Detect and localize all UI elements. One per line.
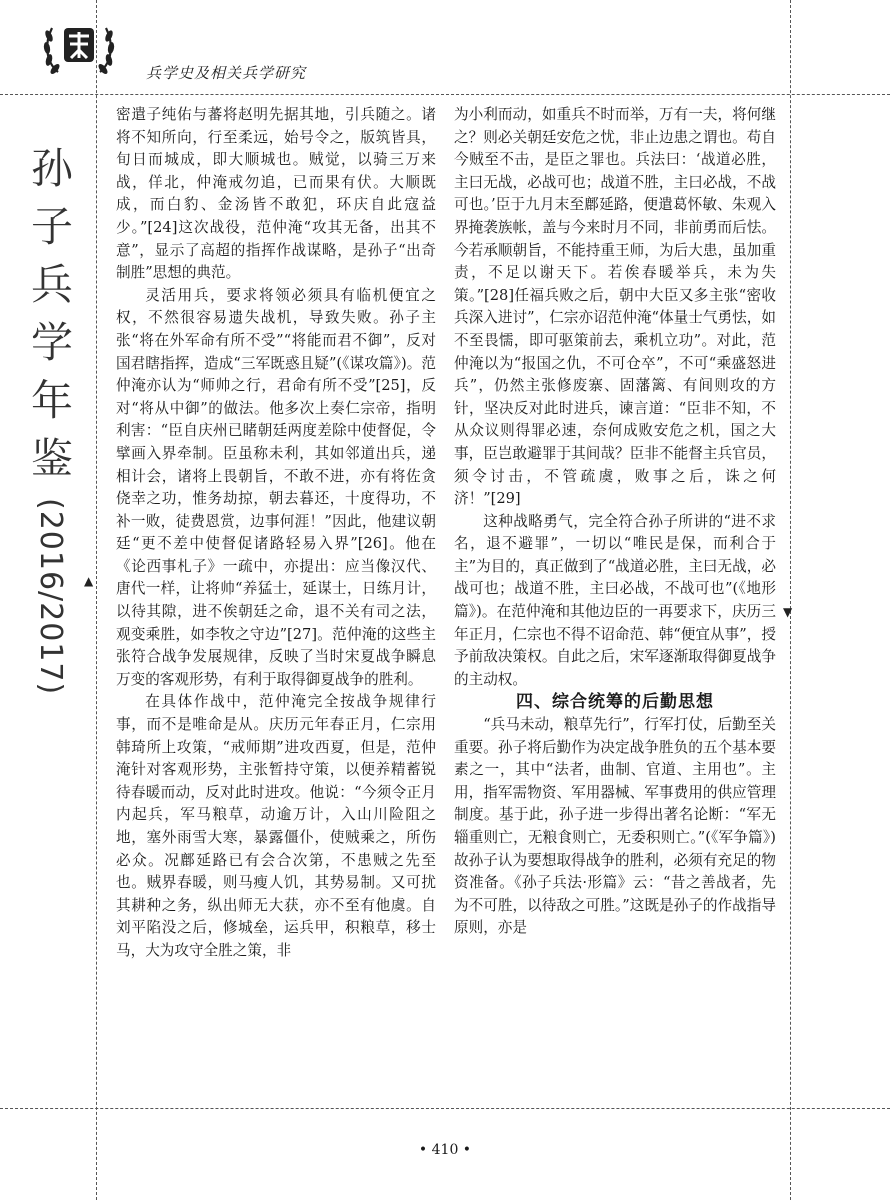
down-triangle-icon: ▼	[783, 605, 793, 619]
up-triangle-icon: ▲	[84, 574, 94, 588]
bottom-dashed-rule	[0, 1108, 890, 1109]
side-title-char: 子	[30, 202, 73, 251]
side-title-char: 年	[30, 376, 73, 425]
paragraph: 这种战略勇气，完全符合孙子所讲的“进不求名，退不避罪”，一切以“唯民是保，而利合于主”为目的，真正做到了“战道必胜，主曰无战，必战可也；战道不胜，主曰必战，不战可也”(《地形篇》)。在范仲淹和其他边臣的一再要求下，庆历三年正月，仁宗也不得不诏命范、韩“便宜从事”，授予前敌决策权。自此之后，宋军逐渐取得御夏战争的主动权。	[454, 512, 776, 688]
side-title	[22, 140, 82, 488]
paragraph: 灵活用兵，要求将领必须具有临机便宜之权，不然很容易遗失战机，导致失败。孙子主张“将在外军命有所不受”“将能而君不御”，反对国君瞎指挥，造成“三军既惑且疑”(《谋攻篇》)。范仲淹亦认为“师帅之行，君命有所不受”[25]，反对“将从中御”的做法。他多次上奏仁宗帝，指明利害：“臣自庆州已睹朝廷两度差除中使督促，令擘画入界牵制。臣虽称未利，其如邻道出兵，递相计会，诸将上畏朝旨，不敢不进，亦有将佐贪侥幸之功，惟务劫掠，朝去暮还，十度得功，不补一败，徒费恩赏，边事何涯！”因此，他建议朝廷“更不差中使督促诸路轻易入界”[26]。他在《论西事札子》一疏中，亦提出：应当像汉代、唐代一样，让将帅“养猛士，延谋士，日练月计，以待其隙，进不俟朝廷之命，退不关有司之法，观变乘胜，如李牧之守边”[27]。范仲淹的这些主张符合战争发展规律，反映了当时宋夏战争瞬息万变的客观形势，有利于取得御夏战争的胜利。	[116, 286, 436, 688]
left-dashed-rule	[96, 0, 97, 1200]
text-column-right	[454, 104, 776, 940]
right-dashed-rule	[790, 0, 791, 1200]
side-title-char: 学	[30, 318, 73, 367]
paragraph: 为小利而动，如重兵不时而举，万有一夫，将何继之？则必关朝廷安危之忧，非止边患之谓也。苟自今贼至不击，是臣之罪也。兵法曰：‘战道必胜，主曰无战，必战可也；战道不胜，主曰必战，不战可也。’臣于九月末至鄜延路，便遣葛怀敏、朱观入界掩袭族帐，盖与今来时月不同，非前勇而后怯。今若承顺朝旨，不能持重王师，为后大患，虽加重责，不足以谢天下。若俟春暖举兵，未为失策。”[28]任福兵败之后，朝中大臣又多主张“密收兵深入进讨”，仁宗亦诏范仲淹“体量士气勇怯，如不至畏懦，即可驱策前去，乘机立功”。对此，范仲淹以为“报国之仇，不可仓卒”，不可“乘盛怒进兵”，仍然主张修废寨、固藩篱、有间则攻的方针，坚决反对此时进兵，谏言道：“臣非不知，不从众议则得罪必速，奈何成败安危之机，国之大事，臣岂敢避罪于其间哉？臣非不能督主兵官员，须令讨击，不管疏虞，败事之后，诛之何济！”[29]	[454, 106, 776, 508]
yearbook-logo-icon	[40, 14, 118, 84]
paragraph: 在具体作战中，范仲淹完全按战争规律行事，而不是唯命是从。庆历元年春正月，仁宗用韩琦所上攻策，“戒师期”进攻西夏，但是，范仲淹针对客观形势，主张暂持守策，以便养精蓄锐待春暖而动，反对此时进攻。他说：“今须令正月内起兵，军马粮草，动逾万计，入山川险阻之地，塞外雨雪大寒，暴露僵仆，使贼乘之，所伤必众。况鄜延路已有会合次第，不患贼之先至也。贼界春暖，则马瘦人饥，其势易制。又可扰其耕种之务，纵出师无大获，亦不至有他虞。自刘平陷没之后，修城垒，运兵甲，积粮草，移士马，大为攻守全胜之策，非	[116, 693, 436, 959]
side-title-char: 鉴	[30, 434, 73, 483]
top-dashed-rule	[0, 94, 890, 95]
side-title-char: 兵	[30, 260, 73, 309]
running-header: 兵学史及相关兵学研究	[146, 64, 307, 82]
section-heading: 四、综合统筹的后勤思想	[516, 692, 714, 713]
paragraph: 密遣子纯佑与蕃将赵明先据其地，引兵随之。诸将不知所向，行至柔远，始号令之，版筑皆具，旬日而城成，即大顺城也。贼觉，以骑三万来战，佯北，仲淹戒勿追，已而果有伏。大顺既成，而白豹、金汤皆不敢犯，环庆自此寇益少。”[24]这次战役，范仲淹“攻其无备，出其不意”，显示了高超的指挥作战谋略，是孙子“出奇制胜”思想的典范。	[116, 106, 436, 282]
side-title-char: 孙	[30, 144, 73, 193]
page-number: • 410 •	[418, 1142, 472, 1158]
text-column-left	[116, 104, 436, 963]
side-title-year: (2016/2017)	[33, 498, 68, 696]
paragraph: “兵马未动，粮草先行”，行军打仗，后勤至关重要。孙子将后勤作为决定战争胜负的五个基本要素之一，其中“法者，曲制、官道、主用也”。主用，指军需物资、军用器械、军事费用的供应管理制度。基于此，孙子进一步得出著名论断：“军无辎重则亡，无粮食则亡，无委积则亡。”(《军争篇》)故孙子认为要想取得战争的胜利，必须有充足的物资准备。《孙子兵法·形篇》云：“昔之善战者，先为不可胜，以待敌之可胜。”这既是孙子的作战指导原则，亦是	[454, 716, 776, 937]
